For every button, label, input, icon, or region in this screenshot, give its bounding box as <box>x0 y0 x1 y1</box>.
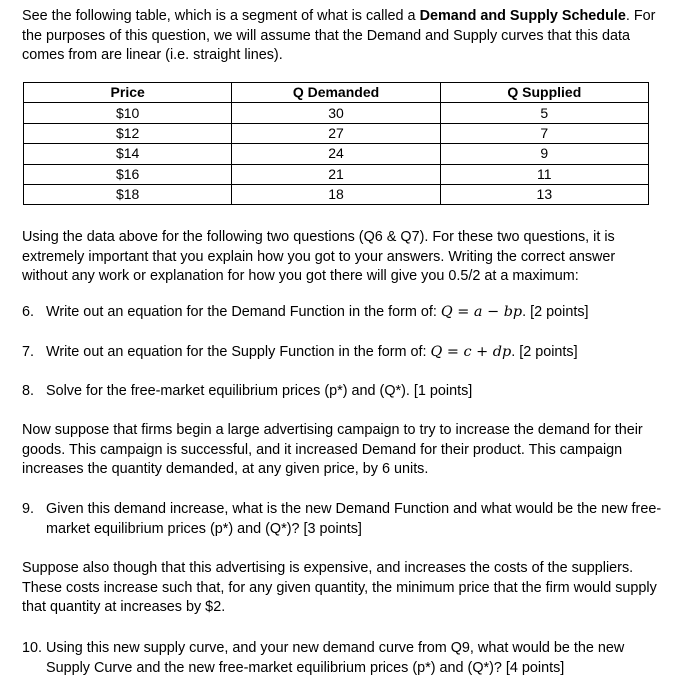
demand-supply-table <box>23 82 649 205</box>
table-row <box>24 103 649 123</box>
question-7 <box>22 343 662 363</box>
price-cell: $10 <box>24 103 232 123</box>
q-demanded-cell: 30 <box>232 103 440 123</box>
question-text <box>46 303 662 323</box>
q-supplied-cell: 9 <box>440 144 648 164</box>
question-number: 7. <box>22 344 35 360</box>
q-supplied-cell: 7 <box>440 123 648 143</box>
q-demanded-cell: 18 <box>232 184 440 204</box>
instructions-paragraph: Using the data above for the following two questions (Q6 & Q7). For these two questions, it is extremely important that you explain how you got to your answers. Writing the correct answer without any work or explanation for how you got there will give you 0.5/2 at a maximum: <box>22 229 616 284</box>
q-supplied-cell: 5 <box>440 103 648 123</box>
question-text <box>46 343 662 363</box>
intro-text-cont: . For the purposes of this question, we will assume that the Demand and Supply curves that this data comes from are linear (i.e. straight lines). <box>22 8 656 63</box>
question-6-text: Write out an equation for the Demand Function in the form of: <box>46 304 441 320</box>
demand-equation: Q = a − bp <box>440 304 523 320</box>
intro-paragraph <box>22 7 662 66</box>
q-demanded-cell: 27 <box>232 123 440 143</box>
question-text: Given this demand increase, what is the new Demand Function and what would be the new free-market equilibrium prices (p*) and (Q*)? [3 points] <box>46 501 662 537</box>
table-row <box>24 184 649 204</box>
question-text: Using this new supply curve, and your new demand curve from Q9, what would be the new Supply Curve and the new free-market equilibrium prices (p*) and (Q*)? [4 points] <box>46 640 625 676</box>
header-q-supplied: Q Supplied <box>440 83 648 103</box>
question-number: 8. <box>22 383 35 399</box>
advertising-paragraph: Now suppose that firms begin a large advertising campaign to try to increase the demand for their goods. This campaign is successful, and it increased Demand for their product. This campaign increases the quantity demanded, at any given price, by 6 units. <box>22 422 643 477</box>
table-row <box>24 144 649 164</box>
q-supplied-cell: 13 <box>440 184 648 204</box>
table-header-row <box>24 83 649 103</box>
price-cell: $12 <box>24 123 232 143</box>
header-q-demanded: Q Demanded <box>232 83 440 103</box>
question-number: 10. <box>22 640 43 656</box>
price-cell: $18 <box>24 184 232 204</box>
header-price: Price <box>24 83 232 103</box>
supply-equation: Q = c + dp <box>430 344 512 360</box>
intro-bold-term: Demand and Supply Schedule <box>419 8 626 24</box>
question-text: Solve for the free-market equilibrium prices (p*) and (Q*). [1 points] <box>46 383 473 399</box>
q-supplied-cell: 11 <box>440 164 648 184</box>
question-number: 9. <box>22 501 35 517</box>
intro-text: See the following table, which is a segment of what is called a <box>22 8 420 24</box>
table-row <box>24 164 649 184</box>
question-9 <box>22 500 662 539</box>
question-10 <box>22 639 662 678</box>
question-7-points: . [2 points] <box>511 344 578 360</box>
cost-paragraph: Suppose also though that this advertising is expensive, and increases the costs of the suppliers. These costs increase such that, for any given quantity, the minimum price that the firm would supply that quantity at increases by $2. <box>22 560 657 615</box>
question-6 <box>22 303 662 323</box>
price-cell: $16 <box>24 164 232 184</box>
q-demanded-cell: 21 <box>232 164 440 184</box>
question-6-points: . [2 points] <box>522 304 589 320</box>
table-row <box>24 123 649 143</box>
price-cell: $14 <box>24 144 232 164</box>
question-8 <box>22 382 662 402</box>
question-7-text: Write out an equation for the Supply Function in the form of: <box>46 344 431 360</box>
q-demanded-cell: 24 <box>232 144 440 164</box>
question-number: 6. <box>22 304 35 320</box>
